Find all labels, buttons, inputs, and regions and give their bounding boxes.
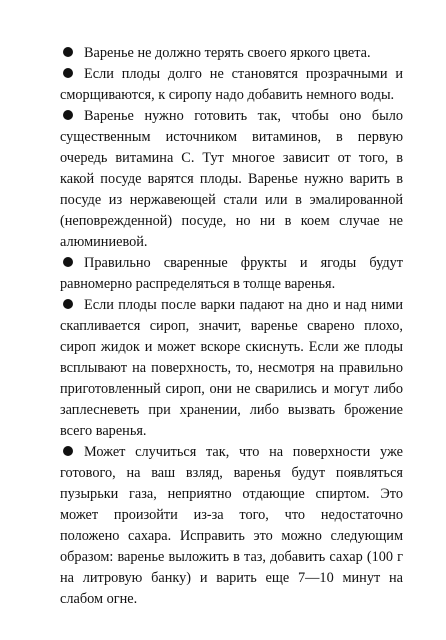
paragraph-4 [60, 253, 403, 295]
paragraph-text: Варенье нужно готовить так, чтобы оно было существенным источником витаминов, в первую очередь витамина С. Тут многое зависит от того, в какой посуде варятся плоды. Варенье нужно варить в посуде из нержавеющей стали или в эмалированной (неповрежденной) посуде, но ни в коем случае не алюминиевой. [60, 108, 403, 250]
paragraph-6 [60, 442, 403, 610]
paragraph-text: Варенье не должно терять своего яркого цвета. [84, 45, 371, 61]
bullet-icon [63, 446, 73, 456]
bullet-icon [63, 47, 73, 57]
paragraph-5 [60, 295, 403, 442]
paragraph-text: Если плоды после варки падают на дно и над ними скапливается сироп, значит, варенье сварено плохо, сироп жидок и может вскоре скиснуть. Если же плоды всплывают на поверхность, то, несмотря на правильно приготовленный сироп, они не сварились и могут либо заплесневеть при хранении, либо вызвать брожение всего варенья. [60, 297, 403, 439]
paragraph-2 [60, 64, 403, 106]
paragraph-text: Может случиться так, что на поверхности уже готового, на ваш взляд, варенья будут появляться пузырьки газа, неприятно отдающие спиртом. Это может произойти из-за того, что недостаточно положено сахара. Исправить это можно следующим образом: варенье выложить в таз, добавить сахар (100 г на литровую банку) и варить еще 7—10 минут на слабом огне. [60, 444, 403, 607]
bullet-icon [63, 299, 73, 309]
bullet-icon [63, 110, 73, 120]
paragraph-3 [60, 106, 403, 253]
paragraph-text: Правильно сваренные фрукты и ягоды будут равномерно распределяться в толще варенья. [60, 255, 403, 292]
bullet-icon [63, 257, 73, 267]
paragraph-1 [60, 43, 403, 64]
document-page [60, 43, 403, 610]
bullet-icon [63, 68, 73, 78]
paragraph-text: Если плоды долго не становятся прозрачными и сморщиваются, к сиропу надо добавить немного воды. [60, 66, 403, 103]
